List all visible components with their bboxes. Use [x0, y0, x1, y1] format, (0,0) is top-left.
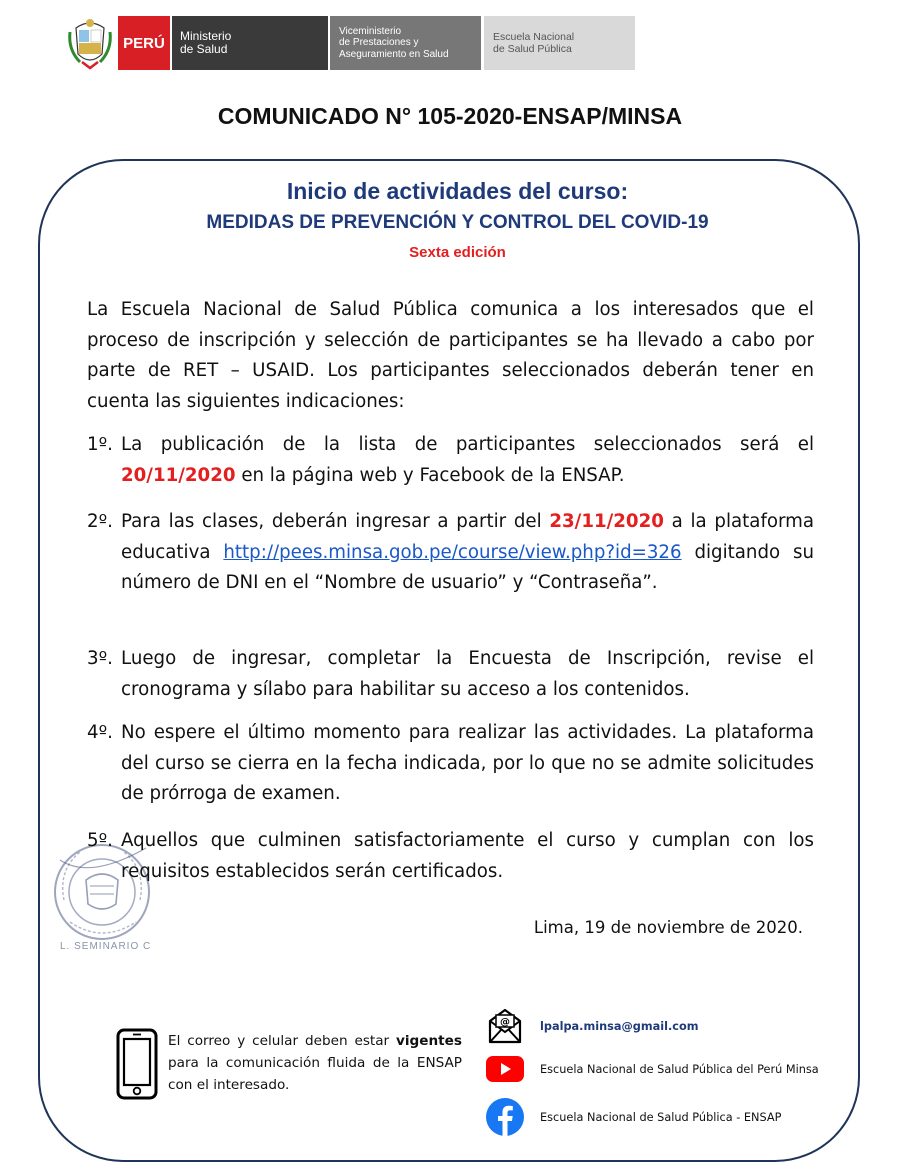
- escuela-line2: de Salud Pública: [493, 43, 572, 55]
- note-text: para la comunicación fluida de la ENSAP con el interesado.: [168, 1055, 462, 1093]
- ministerio-logo: [170, 16, 328, 70]
- email-contact[interactable]: [485, 1006, 699, 1046]
- item-number: 5º.: [87, 830, 113, 851]
- email-address: lpalpa.minsa@gmail.com: [540, 1019, 699, 1033]
- item-number: 2º.: [87, 511, 113, 532]
- ministerio-line1: Ministerio: [180, 29, 232, 43]
- intro-paragraph: La Escuela Nacional de Salud Pública comunica a los interesados que el proceso de inscripción y selección de participantes se ha llevado a cabo por parte de RET – USAID. Los participantes seleccionados deberán tener en cuenta las siguientes indicaciones:: [87, 299, 814, 412]
- list-item: [87, 644, 814, 705]
- item-text: Para las clases, deberán ingresar a partir del: [121, 511, 550, 532]
- list-item: [87, 507, 814, 599]
- envelope-icon: [485, 1006, 525, 1046]
- peru-label: PERÚ: [123, 34, 165, 52]
- item-number: 1º.: [87, 434, 113, 455]
- item-text: en la página web y Facebook de la ENSAP.: [235, 464, 625, 486]
- vice-line3: Aseguramiento en Salud: [339, 48, 449, 60]
- ministerio-line2: de Salud: [180, 42, 228, 56]
- escuela-logo: [481, 16, 635, 70]
- item-number: 4º.: [87, 722, 113, 743]
- peru-coat-of-arms-icon: [68, 16, 112, 70]
- vice-line2: de Prestaciones y: [339, 37, 419, 49]
- youtube-contact[interactable]: [485, 1054, 819, 1084]
- header-logos: [68, 16, 635, 70]
- date-line: Lima, 19 de noviembre de 2020.: [533, 918, 803, 937]
- date-highlight: 20/11/2020: [121, 464, 236, 486]
- platform-link[interactable]: http://pees.minsa.gob.pe/course/view.php?id=326: [223, 541, 682, 563]
- facebook-contact[interactable]: [485, 1097, 781, 1137]
- facebook-page: Escuela Nacional de Salud Pública - ENSAP: [540, 1110, 782, 1124]
- peru-logo: [118, 16, 170, 70]
- item-number: 3º.: [87, 648, 113, 669]
- facebook-icon: [485, 1097, 525, 1137]
- item-text: Aquellos que culminen satisfactoriamente el curso y cumplan con los requisitos establecidos serán certificados.: [121, 830, 814, 882]
- edition-label: Sexta edición: [409, 244, 506, 261]
- youtube-icon: [485, 1054, 525, 1084]
- note-text: El correo y celular deben estar: [168, 1033, 397, 1049]
- list-item: [87, 826, 814, 887]
- escuela-line1: Escuela Nacional: [493, 31, 575, 43]
- youtube-channel: Escuela Nacional de Salud Pública del Perú Minsa: [540, 1062, 819, 1076]
- stamp-signature-text: L. SEMINARIO C: [60, 941, 152, 952]
- list-item: [87, 718, 814, 810]
- item-text: No espere el último momento para realizar las actividades. La plataforma del curso se cierra en la fecha indicada, por lo que no se admite solicitudes de prórroga de examen.: [121, 722, 814, 804]
- item-text: Luego de ingresar, completar la Encuesta de Inscripción, revise el cronograma y sílabo para habilitar su acceso a los contenidos.: [121, 648, 814, 700]
- course-heading: Inicio de actividades del curso:: [286, 178, 629, 204]
- vice-line1: Viceministerio: [339, 25, 402, 37]
- mobile-phone-icon: [116, 1028, 158, 1100]
- course-name: MEDIDAS DE PREVENCIÓN Y CONTROL DEL COVID-19: [206, 212, 709, 233]
- contact-note: [168, 1030, 462, 1096]
- svg-text:@: @: [500, 1017, 510, 1028]
- item-text: a la plataforma educativa: [121, 511, 814, 563]
- page-title: COMUNICADO N° 105-2020-ENSAP/MINSA: [217, 103, 683, 129]
- item-text: La publicación de la lista de participantes seleccionados será el: [121, 434, 814, 455]
- item-text: digitando su número de DNI en el “Nombre de usuario” y “Contraseña”.: [121, 541, 814, 593]
- date-highlight: 23/11/2020: [549, 511, 664, 532]
- note-bold: vigentes: [396, 1033, 462, 1049]
- list-item: [87, 430, 814, 491]
- viceministerio-logo: [328, 16, 481, 70]
